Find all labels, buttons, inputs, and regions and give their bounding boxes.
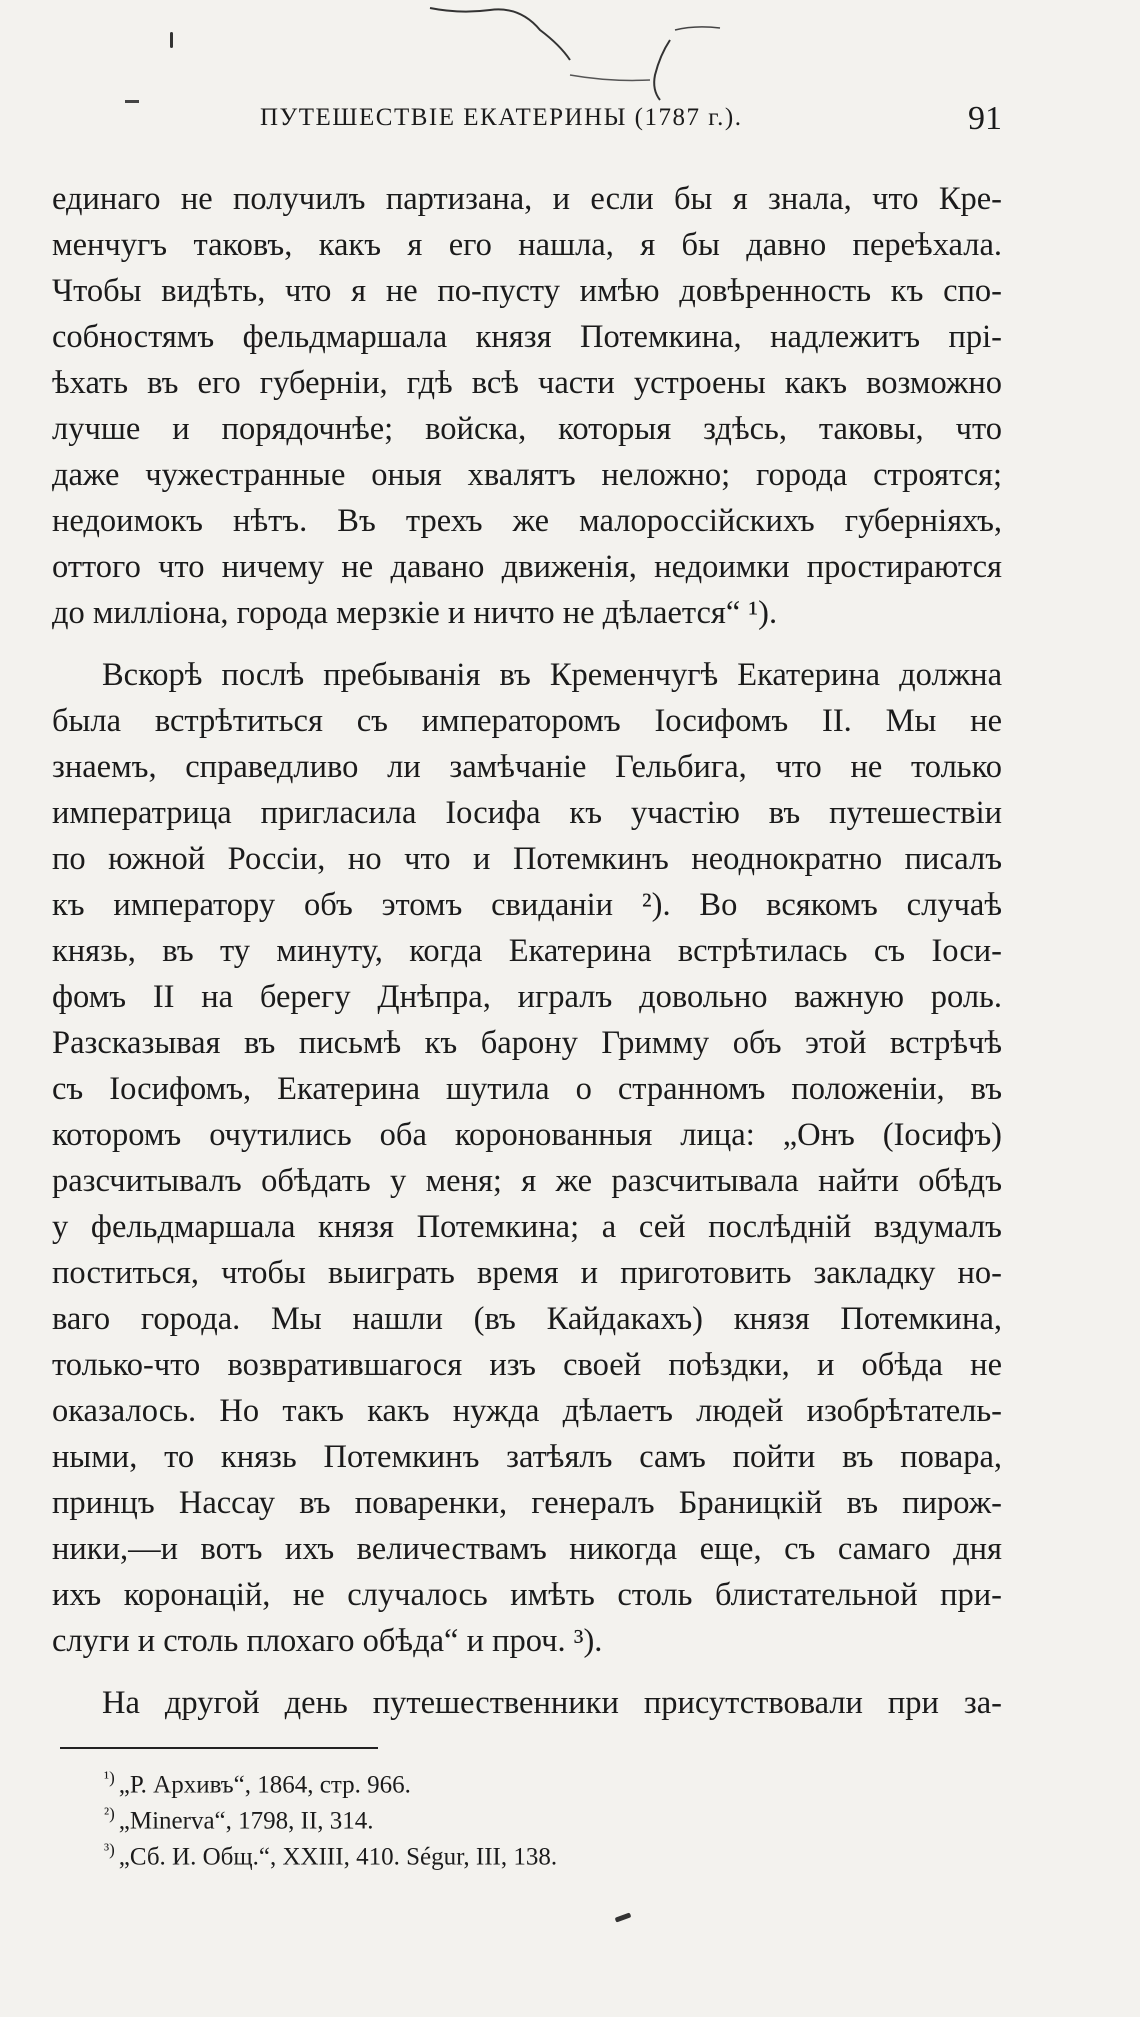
text-line: по южной Россіи, но что и Потемкинъ неоднократно писалъ <box>52 841 1002 877</box>
text-line: оказалось. Но такъ какъ нужда дѣлаетъ людей изобрѣтатель- <box>52 1393 1002 1429</box>
footnote-marker: ²) <box>104 1804 115 1823</box>
text-line: которомъ очутились оба коронованныя лица: „Онъ (Іосифъ) <box>52 1117 1002 1153</box>
text-line: только-что возвратившагося изъ своей поѣздки, и обѣда не <box>52 1347 1002 1383</box>
footnote-marker: ³) <box>104 1840 115 1859</box>
footnote-text: „Minerva“, 1798, II, 314. <box>118 1807 374 1835</box>
paragraph <box>52 652 1002 1664</box>
text-line: менчугъ таковъ, какъ я его нашла, я бы давно переѣхала. <box>52 227 1002 263</box>
text-line: слуги и столь плохаго обѣда“ и проч. ³). <box>52 1623 603 1659</box>
footnotes <box>104 1760 1004 1871</box>
text-line: ники,—и вотъ ихъ величествамъ никогда еще, съ самаго дня <box>52 1531 1002 1567</box>
body-text <box>52 176 1002 1726</box>
text-line: Чтобы видѣть, что я не по-пусту имѣю довѣренность къ спо- <box>52 273 1002 309</box>
text-line: знаемъ, справедливо ли замѣчаніе Гельбига, что не только <box>52 749 1002 785</box>
text-line: съ Іосифомъ, Екатерина шутила о странномъ положеніи, въ <box>52 1071 1002 1107</box>
text-line: собностямъ фельдмаршала князя Потемкина, надлежитъ прі- <box>52 319 1002 355</box>
paragraph <box>52 1680 1002 1726</box>
scan-speck <box>170 32 173 48</box>
text-line: ихъ коронацій, не случалось имѣть столь блистательной при- <box>52 1577 1002 1613</box>
text-line: князь, въ ту минуту, когда Екатерина встрѣтилась съ Іоси- <box>52 933 1002 969</box>
text-line: Вскорѣ послѣ пребыванія въ Кременчугѣ Екатерина должна <box>102 657 1002 693</box>
text-line: была встрѣтиться съ императоромъ Іосифомъ II. Мы не <box>52 703 1002 739</box>
text-line: даже чужестранные оныя хвалятъ неложно; города строятся; <box>52 457 1002 493</box>
text-line: Разсказывая въ письмѣ къ барону Гримму объ этой встрѣчѣ <box>52 1025 1002 1061</box>
text-line: лучше и порядочнѣе; войска, которыя здѣсь, таковы, что <box>52 411 1002 447</box>
running-head <box>52 100 1002 144</box>
footnote-marker: ¹) <box>104 1768 115 1787</box>
running-title: ПУТЕШЕСТВІЕ ЕКАТЕРИНЫ (1787 г.). <box>260 104 743 131</box>
footnote-divider <box>60 1747 378 1749</box>
footnote-text: „Сб. И. Общ.“, XXIII, 410. Ségur, III, 138. <box>118 1843 558 1871</box>
text-line: поститься, чтобы выиграть время и приготовить закладку но- <box>52 1255 1002 1291</box>
footnote <box>104 1796 1004 1835</box>
footnote-text: „Р. Архивъ“, 1864, стр. 966. <box>118 1771 411 1799</box>
page-number: 91 <box>968 100 1002 137</box>
text-line: до милліона, города мерзкіе и ничто не дѣлается“ ¹). <box>52 595 778 631</box>
text-line: ваго города. Мы нашли (въ Кайдакахъ) князя Потемкина, <box>52 1301 1002 1337</box>
text-line: принцъ Нассау въ поваренки, генералъ Браницкій въ пирож- <box>52 1485 1002 1521</box>
text-line: фомъ II на берегу Днѣпра, игралъ довольно важную роль. <box>52 979 1002 1015</box>
text-line: ѣхать въ его губерніи, гдѣ всѣ части устроены какъ возможно <box>52 365 1002 401</box>
footnote <box>104 1832 1004 1871</box>
footnote <box>104 1760 1004 1799</box>
scan-smudge-mark <box>420 0 780 110</box>
text-line: императрица пригласила Іосифа къ участію въ путешествіи <box>52 795 1002 831</box>
text-line: оттого что ничему не давано движенія, недоимки простираются <box>52 549 1002 585</box>
text-line: ными, то князь Потемкинъ затѣялъ самъ пойти въ повара, <box>52 1439 1002 1475</box>
scan-speck <box>615 1912 632 1922</box>
scan-speck <box>125 100 139 103</box>
text-line: недоимокъ нѣтъ. Въ трехъ же малороссійскихъ губерніяхъ, <box>52 503 1002 539</box>
paragraph <box>52 176 1002 636</box>
text-line: На другой день путешественники присутствовали при за- <box>102 1685 1002 1721</box>
text-line: у фельдмаршала князя Потемкина; а сей послѣдній вздумалъ <box>52 1209 1002 1245</box>
text-line: единаго не получилъ партизана, и если бы я знала, что Кре- <box>52 181 1002 217</box>
text-line: разсчитывалъ обѣдать у меня; я же разсчитывала найти обѣдъ <box>52 1163 1002 1199</box>
text-line: къ императору объ этомъ свиданіи ²). Во всякомъ случаѣ <box>52 887 1002 923</box>
